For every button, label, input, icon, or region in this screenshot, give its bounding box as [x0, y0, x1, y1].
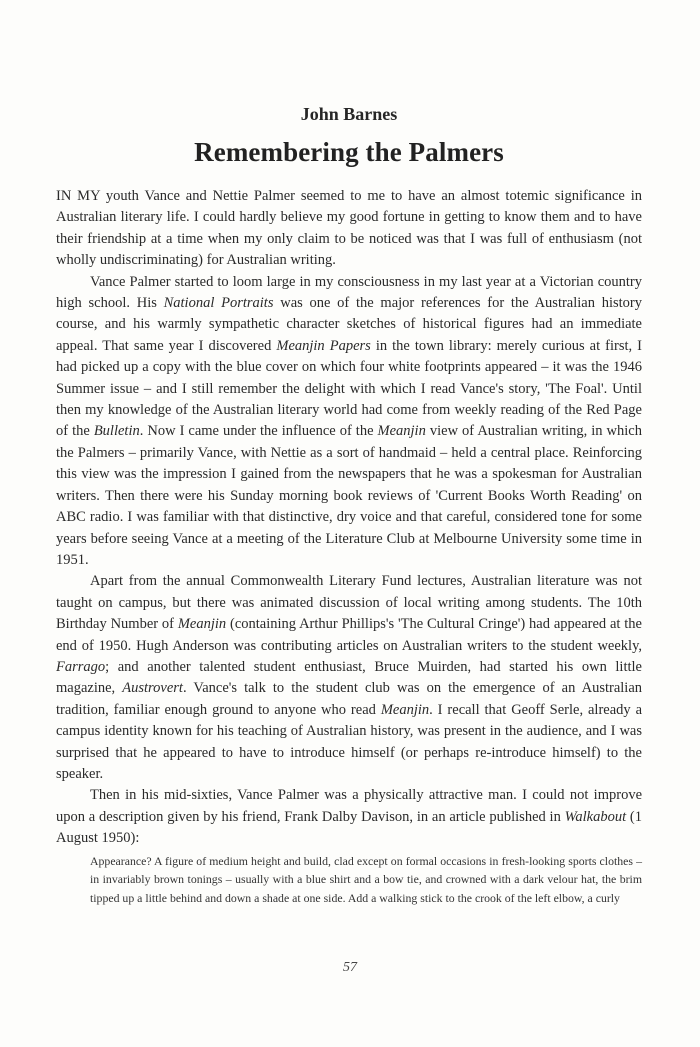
- text-run: view of Australian writing, in which the Palmers – primarily Vance, with Nettie as a sort of handmaid – held a central place. Reinforcing this view was the impression I gained from the newspapers that he was a spokesman for Australian writers. Then there were his Sunday morning book reviews of 'Current Books Worth Reading' on ABC radio. I was familiar with that distinctive, dry voice and that careful, considered tone for some years before seeing Vance at a meeting of the Literature Club at Melbourne University some time in 1951.: [56, 423, 642, 568]
- author-name: John Barnes: [300, 104, 398, 124]
- italic-title-run: Meanjin: [377, 423, 426, 440]
- text-run: was one of the major references for the Australian history course, and his warmly sympathetic character sketches of historical figures had an immediate appeal. That same year I discovered: [56, 295, 642, 354]
- text-run: . Vance's talk to the student club was on the emergence of an Australian tradition, familiar enough ground to anyone who read: [56, 680, 643, 718]
- text-run: (1 August 1950):: [56, 808, 642, 847]
- article-title: Remembering the Palmers: [194, 137, 504, 167]
- text-run: ; and another talented student enthusiast, Bruce Muirden, had started his own little magazine,: [56, 658, 642, 697]
- italic-title-run: Farrago: [56, 658, 106, 675]
- text-run: Vance Palmer started to loom large in my consciousness in my last year at a Victorian country high school. His: [56, 273, 642, 312]
- italic-title-run: Meanjin: [177, 616, 227, 633]
- italic-title-run: Austrovert: [122, 680, 183, 697]
- italic-title-run: Bulletin: [93, 423, 140, 440]
- text-run: IN MY youth Vance and Nettie Palmer seemed to me to have an almost totemic significance in Australian literary life. I could hardly believe my good fortune in getting to know them and to have their friendship at a time when my only claim to be noticed was that I was full of enthusiasm (not wholly undiscriminating) for Australian writing.: [56, 188, 642, 269]
- text-run: in the town library: merely curious at first, I had picked up a copy with the blue cover on which four white footprints appeared – it was the 1946 Summer issue – and I still remember the delight with which I read Vance's story, 'The Foal'. Until then my knowledge of the Australian literary world had come from weekly reading of the Red Page of the: [56, 337, 642, 440]
- text-run: . Now I came under the influence of the: [139, 423, 378, 440]
- text-run: . I recall that Geoff Serle, already a campus identity known for his teaching of Australian history, was present in the audience, and I was surprised that he appeared to have to introduce himself (or perhaps re-introduce himself) to the speaker.: [56, 701, 643, 782]
- block-quote: Appearance? A figure of medium height and build, clad except on formal occasions in fresh-looking sports clothes – in invariably brown tonings – usually with a blue shirt and a bow tie, and crowned with a dark velour hat, the brim tipped up a little behind and down a shade at one side. Add a walking stick to the crook of the left elbow, a curly: [90, 853, 642, 905]
- paragraph-3: [56, 571, 642, 785]
- italic-title-run: National Portraits: [163, 295, 274, 312]
- italic-title-run: Walkabout: [564, 808, 627, 825]
- article-body: [56, 186, 642, 850]
- italic-title-run: Meanjin Papers: [276, 337, 371, 354]
- text-run: Apart from the annual Commonwealth Literary Fund lectures, Australian literature was not taught on campus, but there was animated discussion of local writing among students. The 10th Birthday Number of: [56, 573, 642, 633]
- text-run: Then in his mid-sixties, Vance Palmer was a physically attractive man. I could not improve upon a description given by his friend, Frank Dalby Davison, in an article published in: [56, 787, 642, 825]
- paragraph-1: [56, 186, 642, 272]
- page-number: 57: [343, 960, 357, 975]
- italic-title-run: Meanjin: [380, 701, 430, 718]
- article-page: [56, 104, 642, 907]
- paragraph-2: [56, 272, 642, 572]
- text-run: (containing Arthur Phillips's 'The Cultural Cringe') had appeared at the end of 1950. Hugh Anderson was contributing articles on Australian writers to the student weekly,: [56, 616, 642, 654]
- paragraph-4: [56, 785, 642, 849]
